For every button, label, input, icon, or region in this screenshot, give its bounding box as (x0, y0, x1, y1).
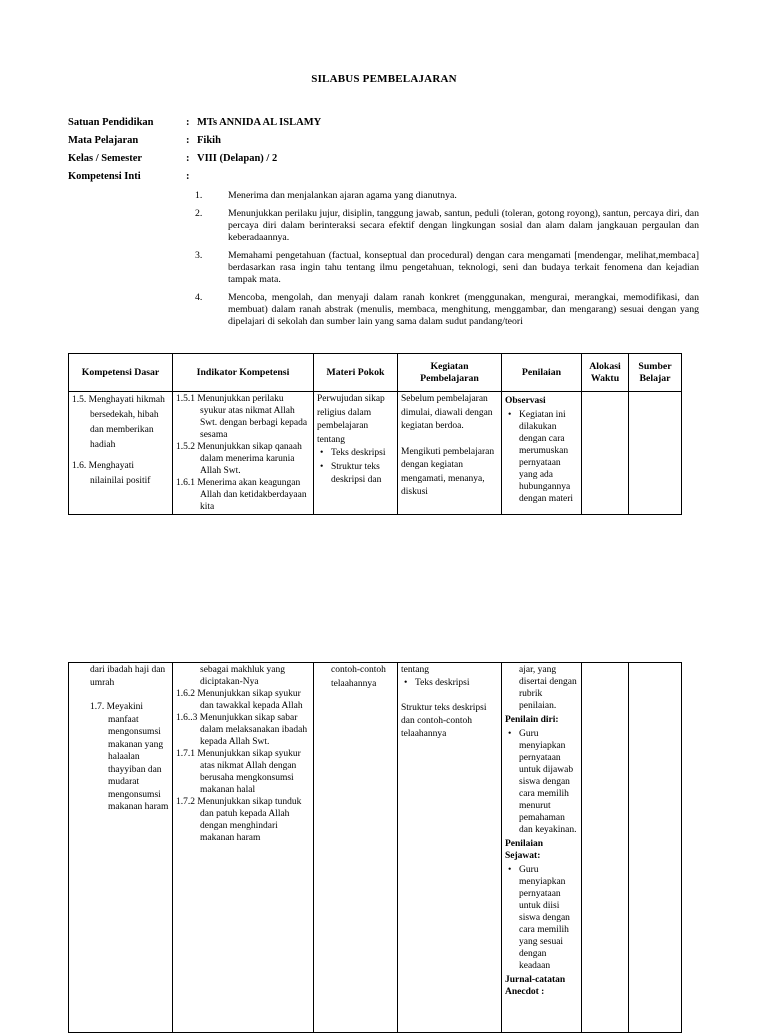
indikator-item: sebagai makhluk yang diciptakan-Nya (200, 665, 285, 687)
kd-item: dari ibadah haji dan umrah (90, 665, 166, 688)
materi-text: contoh-contoh telaahannya (331, 665, 386, 689)
penilaian-list-item: • Guru menyiapkan pernyataan untuk dijawab siswa dengan cara memilih menurut pemahaman dan keyakinan. (519, 728, 578, 836)
materi-intro: Perwujudan sikap religius dalam pembelajaran tentang (317, 394, 385, 445)
penilaian-list-item: • Guru menyiapkan pernyataan untuk diisi siswa dengan cara memilih yang sesuai dengan keadaan (519, 864, 578, 972)
table-header-row (69, 354, 682, 392)
header-penilaian: Penilaian (502, 354, 582, 392)
penilaian-list-sejawat (505, 864, 578, 972)
header-kegiatan: Kegiatan Pembelajaran (398, 354, 502, 392)
penilaian-list (505, 409, 578, 505)
indikator-item: 1.6.2 Menunjukkan sikap syukur dan tawakkal kepada Allah (176, 689, 303, 711)
ki-number: 1. (195, 190, 203, 201)
cell-sumber (629, 392, 682, 515)
info-value: VIII (Delapan) / 2 (197, 153, 278, 164)
table-row (69, 663, 682, 1033)
header-indikator: Indikator Kompetensi (173, 354, 314, 392)
cell-kegiatan (398, 392, 502, 515)
ki-number: 4. (195, 292, 203, 303)
info-value: Fikih (197, 135, 221, 146)
cell-materi (314, 392, 398, 515)
kegiatan-list (401, 677, 498, 690)
cell-penilaian (502, 392, 582, 515)
penilaian-heading-sejawat: Penilaian Sejawat: (505, 839, 544, 861)
page-title: SILABUS PEMBELAJARAN (311, 73, 457, 85)
info-colon: : (186, 153, 190, 164)
kegiatan-text: Struktur teks deskripsi dan contoh-contoh telaahannya (401, 703, 487, 739)
cell-alokasi (582, 392, 629, 515)
indikator-item: 1.6..3 Menunjukkan sikap sabar dalam melaksanakan ibadah kepada Allah Swt. (176, 713, 308, 747)
kegiatan-list-item: • Teks deskripsi (415, 677, 498, 690)
ki-number: 3. (195, 250, 203, 261)
cell-kegiatan (398, 663, 502, 1033)
indikator-item: 1.7.2 Menunjukkan sikap tunduk dan patuh kepada Allah dengan menghindari makanan haram (176, 797, 302, 843)
penilaian-heading-diri: Penilain diri: (505, 715, 559, 725)
cell-penilaian (502, 663, 582, 1033)
info-label: Satuan Pendidikan (68, 117, 154, 128)
header-kompetensi-dasar: Kompetensi Dasar (69, 354, 173, 392)
kegiatan-text: Sebelum pembelajaran dimulai, diawali dengan kegiatan berdoa. (401, 394, 493, 431)
penilaian-heading: Observasi (505, 396, 546, 406)
indikator-item: 1.5.2 Menunjukkan sikap qanaah dalam menerima karunia Allah Swt. (176, 442, 302, 476)
info-colon: : (186, 135, 190, 146)
info-colon: : (186, 117, 190, 128)
kd-item: 1.7. Meyakini manfaat mengonsumsi makanan yang halaalan thayyiban dan mudarat mengonsumsi makanan haram (90, 702, 169, 812)
info-label: Kompetensi Inti (68, 171, 141, 182)
penilaian-heading-jurnal: Jurnal-catatan Anecdot : (505, 975, 566, 997)
penilaian-list-item: • Kegiatan ini dilakukan dengan cara merumuskan pernyataan yang ada hubungannya dengan materi (519, 409, 578, 505)
materi-list-item: • Struktur teks deskripsi dan (331, 461, 394, 488)
ki-text: Mencoba, mengolah, dan menyaji dalam ranah konkret (menggunakan, mengurai, merangkai, memodifikasi, dan membuat) dalam ranah abstrak (menulis, membaca, menghitung, menggambar, dan mengarang) sesuai dengan yang dipelajari di sekolah dan sumber lain yang sama dalam sudut pandang/teori (228, 292, 699, 327)
materi-list-item: • Teks deskripsi (331, 447, 394, 461)
info-colon: : (186, 171, 190, 182)
indikator-item: 1.6.1 Menerima akan keagungan Allah dan ketidakberdayaan kita (176, 478, 307, 512)
kegiatan-intro: tentang (401, 665, 429, 675)
cell-alokasi (582, 663, 629, 1033)
ki-number: 2. (195, 208, 203, 219)
header-alokasi: Alokasi Waktu (582, 354, 629, 392)
penilaian-list-diri (505, 728, 578, 836)
info-value: MTs ANNIDA AL ISLAMY (197, 117, 322, 128)
cell-sumber (629, 663, 682, 1033)
cell-indikator (173, 663, 314, 1033)
kd-item: 1.5. Menghayati hikmah bersedekah, hibah dan memberikan hadiah (72, 395, 165, 450)
info-label: Kelas / Semester (68, 153, 143, 164)
kegiatan-text: Mengikuti pembelajaran dengan kegiatan mengamati, menanya, diskusi (401, 446, 495, 497)
cell-materi (314, 663, 398, 1033)
ki-text: Memahami pengetahuan (factual, konseptual dan procedural) dengan cara mengamati [mendengar, melihat,membaca] berdasarkan rasa ingin tahu tentang ilmu pengetahuan, teknologi, seni dan budaya terkait fenomena dan kejadian tampak mata. (228, 250, 699, 285)
indikator-item: 1.7.1 Menunjukkan sikap syukur atas nikmat Allah dengan berusaha mengkonsumsi makanan halal (176, 749, 301, 795)
cell-indikator (173, 392, 314, 515)
info-label: Mata Pelajaran (68, 135, 139, 146)
ki-text: Menunjukkan perilaku jujur, disiplin, tanggung jawab, santun, peduli (toleran, gotong royong), santun, percaya diri, dan percaya diri dalam berinteraksi secara efektif dengan lingkungan sosial dan alam dalam jangkauan pergaulan dan keberadaannya. (228, 208, 699, 243)
cell-kd (69, 392, 173, 515)
indikator-item: 1.5.1 Menunjukkan perilaku syukur atas nikmat Allah Swt. dengan berbagi kepada sesama (176, 394, 308, 440)
table-row (69, 392, 682, 515)
cell-kd (69, 663, 173, 1033)
header-sumber: Sumber Belajar (629, 354, 682, 392)
syllabus-table-part2 (68, 662, 682, 1033)
penilaian-cont: ajar, yang disertai dengan rubrik penilaian. (519, 665, 577, 711)
materi-list (317, 447, 394, 488)
kd-item: 1.6. Menghayati nilainilai positif (72, 461, 151, 486)
syllabus-table-part1 (68, 353, 682, 515)
header-materi: Materi Pokok (314, 354, 398, 392)
ki-text: Menerima dan menjalankan ajaran agama yang dianutnya. (228, 190, 457, 201)
